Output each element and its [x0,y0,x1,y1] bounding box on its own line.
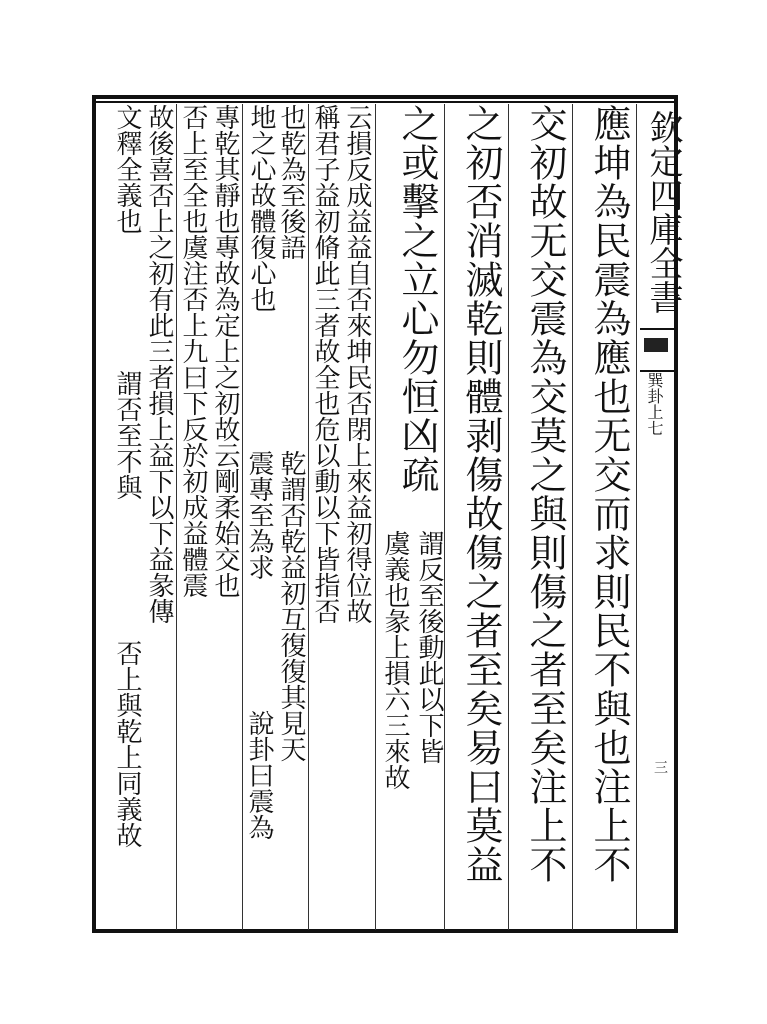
text-column: 之或擊之立心勿恒凶疏 [395,104,439,494]
column-rule [508,104,509,930]
column-rule [375,104,376,930]
column-rule [176,104,177,930]
commentary-column: 謂否至不與 [112,370,142,500]
commentary-column: 虞義也彖上損六三來故 [380,530,410,790]
book-title: 欽定四庫全書 [643,110,683,314]
commentary-column: 否上至全也虞注否上九曰下反於初成益體震 [178,104,208,598]
column-rule [444,104,445,930]
commentary-column: 震專至為求 [244,450,274,580]
column-rule [636,104,637,930]
fish-tail-mark [640,328,676,372]
text-column: 之初否消滅乾則體剥傷故傷之者至矣易曰莫益 [459,104,503,884]
text-column: 應坤為民震為應也无交而求則民不與也注上不 [587,104,631,884]
commentary-column: 地之心故體復心也 [246,104,276,312]
commentary-column: 否上與乾上同義故 [112,640,142,848]
top-border [92,95,678,103]
column-rule [572,104,573,930]
commentary-column: 文釋全義也 [112,104,142,234]
commentary-column: 說卦曰震為 [244,710,274,840]
commentary-column: 故後喜否上之初有此三者損上益下以下益彖傳 [144,104,174,624]
commentary-column: 謂反至後動此以下皆 [414,530,444,764]
commentary-column: 云損反成益益自否來坤民否閉上來益初得位故 [342,104,372,624]
commentary-column: 稱君子益初脩此三者故全也危以動以下皆指否 [310,104,340,624]
text-column: 交初故无交震為交莫之與則傷之者至矣注上不 [523,104,567,884]
commentary-column: 乾謂否乾益初互復復其見天 [276,450,306,762]
commentary-column: 也乾為至後語 [276,104,306,260]
commentary-column: 專乾其靜也專故為定上之初故云剛柔始交也 [210,104,240,598]
column-rule [242,104,243,930]
column-rule [308,104,309,930]
chapter-label: 巽卦上七 [645,372,664,436]
page-number: 三 [652,760,668,774]
